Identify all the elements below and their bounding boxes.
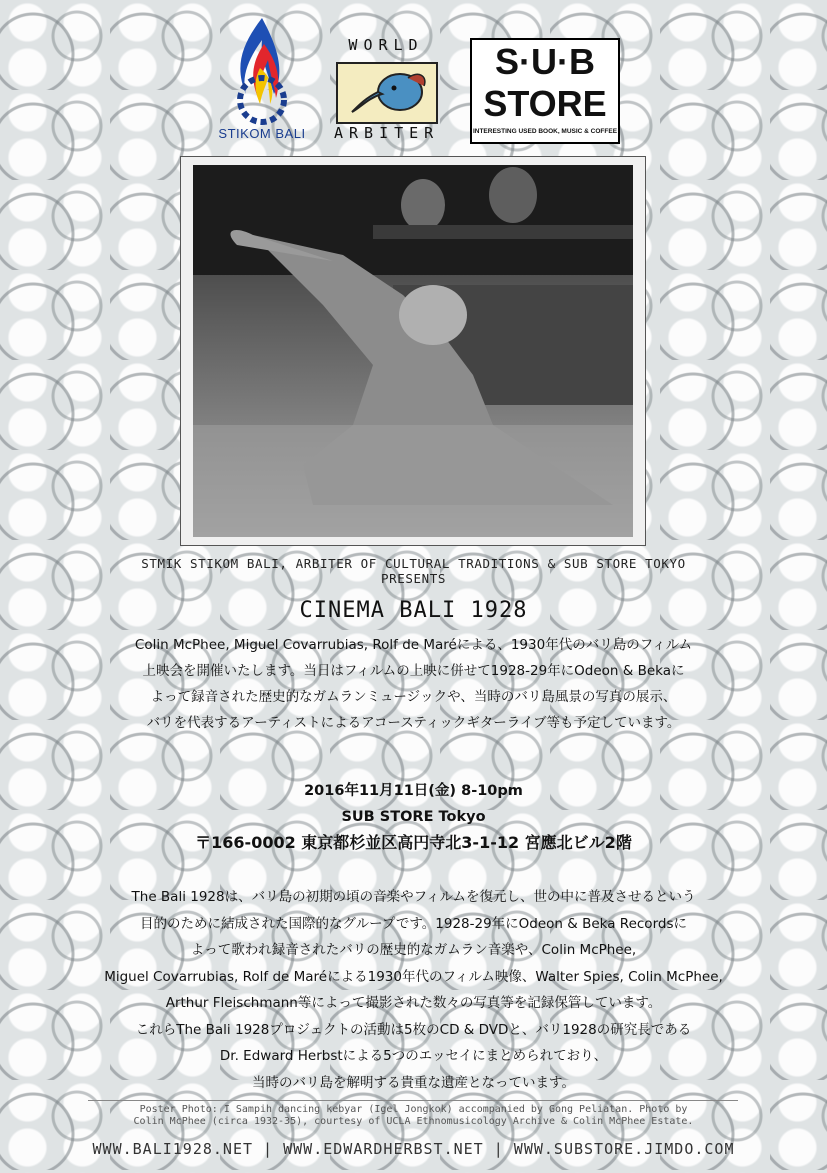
- intro-paragraph: [0, 632, 827, 736]
- event-venue: SUB STORE Tokyo: [341, 809, 486, 825]
- poster-photo-frame: [180, 156, 646, 546]
- intro-line: Colin McPhee, Miguel Covarrubias, Rolf de Maréによる、1930年代のバリ島のフィルム: [134, 637, 693, 653]
- about-line: よって歌われ録音されたバリの歴史的なガムラン音楽や、Colin McPhee,: [190, 942, 637, 958]
- photo-credit: [0, 1104, 827, 1128]
- about-line: 当時のバリ島を解明する貴重な遺産となっています。: [252, 1074, 575, 1091]
- credit-divider: [88, 1100, 738, 1101]
- sub-store-logo-line1: S·U·B: [495, 41, 595, 82]
- world-arbiter-logo: [334, 36, 438, 146]
- intro-line: バリを代表するアーティストによるアコースティックギターライブ等も予定しています。: [146, 715, 681, 731]
- about-line: これらThe Bali 1928プロジェクトの活動は5枚のCD & DVDと、バリ1928の研究長である: [135, 1021, 692, 1038]
- website-links: WWW.BALI1928.NET | WWW.EDWARDHERBST.NET | WWW.SUBSTORE.JIMDO.COM: [92, 1140, 735, 1158]
- event-date: 2016年11月11日(金) 8-10pm: [304, 783, 523, 799]
- presenters: [0, 556, 827, 586]
- event-title: CINEMA BALI 1928: [299, 598, 528, 623]
- stikom-bali-logo: [212, 14, 312, 144]
- sub-store-tagline: INTERESTING USED BOOK, MUSIC & COFFEE: [472, 128, 618, 135]
- stikom-logo-text: STIKOM BALI: [218, 126, 306, 141]
- world-arbiter-top-text: WORLD: [348, 36, 424, 54]
- event-details: [0, 778, 827, 856]
- world-arbiter-bottom-text: ARBITER: [334, 124, 440, 142]
- about-line: Dr. Edward Herbstによる5つのエッセイにまとめられており、: [219, 1048, 608, 1064]
- about-line: The Bali 1928は、バリ島の初期の頃の音楽やフィルムを復元し、世の中に普及させるという: [131, 889, 696, 905]
- elephant-icon: [336, 62, 438, 124]
- event-address: 〒166-0002 東京都杉並区高円寺北3-1-12 宮應北ビル2階: [195, 833, 632, 852]
- about-line: 目的のために結成された国際的なグループです。1928-29年にOdeon & Beka Recordsに: [140, 915, 687, 932]
- sub-store-logo: [470, 38, 620, 144]
- credit-line: Colin McPhee (circa 1932-35), courtesy of UCLA Ethnomusicology Archive & Colin McPhee Estate.: [133, 1116, 694, 1127]
- presenters-line: STMIK STIKOM BALI, ARBITER OF CULTURAL TRADITIONS & SUB STORE TOKYO: [141, 556, 686, 571]
- presents-line: PRESENTS: [380, 571, 446, 586]
- about-line: Miguel Covarrubias, Rolf de Maréによる1930年代のフィルム映像、Walter Spies, Colin McPhee,: [104, 968, 723, 985]
- credit-line: Poster Photo: I Sampih dancing kebyar (Igel Jongkok) accompanied by Gong Peliatan. Photo by: [139, 1104, 688, 1115]
- sub-store-logo-line2: STORE: [483, 83, 607, 124]
- intro-line: よって録音された歴史的なガムランミュージックや、当時のバリ島風景の写真の展示、: [150, 689, 677, 705]
- dancer-photo: [193, 165, 633, 537]
- stikom-flame-icon: [212, 14, 312, 126]
- about-paragraph: [0, 884, 827, 1096]
- about-line: Arthur Fleischmann等によって撮影された数々の写真等を記録保管しています。: [165, 995, 662, 1011]
- intro-line: 上映会を開催いたします。当日はフィルムの上映に併せて1928-29年にOdeon & Bekaに: [142, 663, 685, 679]
